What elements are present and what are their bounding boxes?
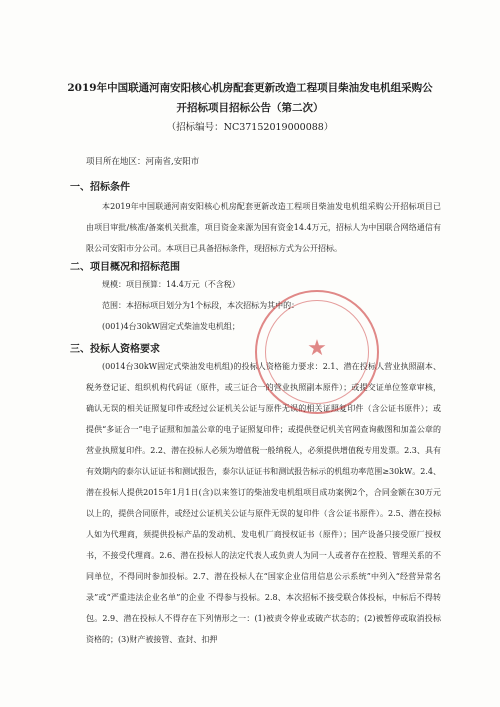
section-heading-3: 三、投标人资格要求 — [70, 344, 160, 355]
section-1-body: 本2019年中国联通河南安阳核心机房配套更新改造工程项目柴油发电机组采购公开招标项目已由项目审批/核准/备案机关批准，项目资金来源为国有资金14.4万元，招标人为中国联合网络通信有限公司安阳市分公司。本项目已具备招标条件，现招标方式为公开招标。 — [86, 202, 441, 253]
section-heading-2: 二、项目概况和招标范围 — [70, 262, 180, 273]
project-lot: (001)4台30kW固定式柴油发电机组； — [102, 322, 240, 331]
project-scale: 规模：项目预算：14.4万元（不含税） — [102, 280, 240, 289]
project-location: 项目所在地区：河南省,安阳市 — [86, 157, 200, 167]
title-line-1: 2019年中国联通河南安阳核心机房配套更新改造工程项目柴油发电机组采购公 — [67, 82, 433, 94]
section-3-body: (0014台30kW固定式柴油发电机组)的投标人资格能力要求：2.1、潜在投标人营业执照副本、税务登记证、组织机构代码证（原件，或三证合一的营业执照副本原件）；或提交证单位签章审核，确认无误的相关证照复印件或经过公证机关公证与原件无误的相关证照复印件（含公证书原件）；或提供“多证合一”电子证照和加盖公章的电子证照复印件；或提供登记机关官网查询截图和加盖公章的营业执照复印件。2.2、潜在投标人必须为增值税一般纳税人，必须提供增值税专用发票。2.3、具有有效期内的泰尔认证证书和测试报告，泰尔认证证书和测试报告标示的机组功率范围≥30kW。2.4、潜在投标人提供2015年1月1日(含)以来签订的柴油发电机组项目成功案例2个，合同金额在30万元以上的，提供合同原件，或经过公证机关公证与原件无误的复印件（含公证书原件）。2.5、潜在投标人如为代理商，须提供投标产品的发动机、发电机厂商授权证书（原件）；国产设备只接受原厂授权书，不接受代理商。2.6、潜在投标人的法定代表人或负责人为同一人或者存在控股、管理关系的不同单位，不得同时参加投标。2.7、潜在投标人在“国家企业信用信息公示系统”中列入“经营异常名录”或“严重违法企业名单”的企业 不得参与投标。2.8、本次招标不接受联合体投标，中标后不得转包。2.9、潜在投标人不得存在下列情形之一：(1)被责令停业或破产状态的；(2)被暂停或取消投标资格的；(3)财产被接管、查封、扣押 — [86, 362, 441, 644]
seal-star-icon: ★ — [307, 336, 327, 361]
section-heading-1: 一、招标条件 — [70, 182, 130, 193]
title-line-2: 开招标项目招标公告（第二次） — [176, 102, 324, 114]
project-scope: 范围：本招标项目划分为1个标段，本次招标为其中的： — [102, 301, 300, 310]
tender-number: （招标编号：NC37152019000088） — [166, 122, 334, 133]
document-title — [60, 78, 440, 138]
official-seal — [255, 290, 379, 414]
